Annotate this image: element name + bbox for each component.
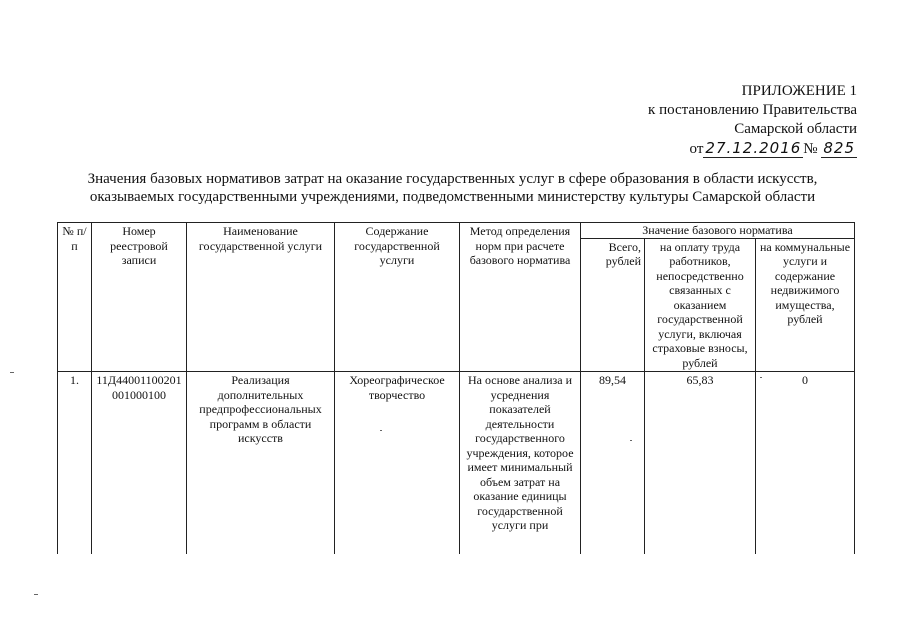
cell-content: Хореографическое творчество bbox=[335, 372, 460, 555]
header-num: № п/п bbox=[58, 223, 92, 372]
appendix-block bbox=[648, 82, 857, 159]
number-prefix: № bbox=[803, 141, 818, 157]
header-labor: на оплату труда работников, непосредственно связанных с оказанием государственной услуги, включая страховые взносы, рублей bbox=[645, 238, 756, 372]
handwritten-number: 825 bbox=[823, 139, 855, 157]
appendix-line-1: к постановлению Правительства bbox=[648, 102, 857, 118]
norms-table bbox=[57, 222, 855, 554]
header-service-name: Наименование государственной услуги bbox=[187, 223, 335, 372]
cell-total: 89,54 bbox=[581, 372, 645, 555]
header-norm-group: Значение базового норматива bbox=[581, 223, 855, 239]
appendix-title: ПРИЛОЖЕНИЕ 1 bbox=[741, 83, 857, 99]
header-row-1 bbox=[58, 223, 855, 239]
appendix-line-2: Самарской области bbox=[734, 121, 857, 137]
scan-speck bbox=[380, 430, 382, 431]
cell-registry: 11Д44001100201001000100 bbox=[92, 372, 187, 555]
appendix-date-line bbox=[648, 139, 857, 159]
from-prefix: от bbox=[689, 141, 704, 157]
table-row bbox=[58, 372, 855, 555]
header-method: Метод определения норм при расчете базового норматива bbox=[460, 223, 581, 372]
scan-speck bbox=[10, 372, 14, 373]
header-total: Всего, рублей bbox=[581, 238, 645, 372]
header-utilities: на коммунальные услуги и содержание недвижимого имущества, рублей bbox=[756, 238, 855, 372]
document-title bbox=[0, 170, 905, 206]
cell-labor: 65,83 bbox=[645, 372, 756, 555]
handwritten-date: 27.12.2016 bbox=[705, 139, 802, 157]
header-registry: Номер реестровой записи bbox=[92, 223, 187, 372]
cell-utilities: 0 bbox=[756, 372, 855, 555]
scan-speck bbox=[630, 440, 632, 441]
title-line-2: оказываемых государственными учреждениями, подведомственными министерству культуры Самарской области bbox=[89, 189, 816, 205]
title-line-1: Значения базовых нормативов затрат на оказание государственных услуг в сфере образования в области искусств, bbox=[87, 171, 818, 187]
cell-service-name: Реализация дополнительных предпрофессиональных программ в области искусств bbox=[187, 372, 335, 555]
scan-speck bbox=[760, 377, 762, 378]
header-content: Содержание государственной услуги bbox=[335, 223, 460, 372]
cell-num: 1. bbox=[58, 372, 92, 555]
scan-speck bbox=[34, 594, 38, 595]
cell-method: На основе анализа и усреднения показателей деятельности государственного учреждения, которое имеет минимальный объем затрат на оказание единицы государственной услуги при bbox=[460, 372, 581, 555]
